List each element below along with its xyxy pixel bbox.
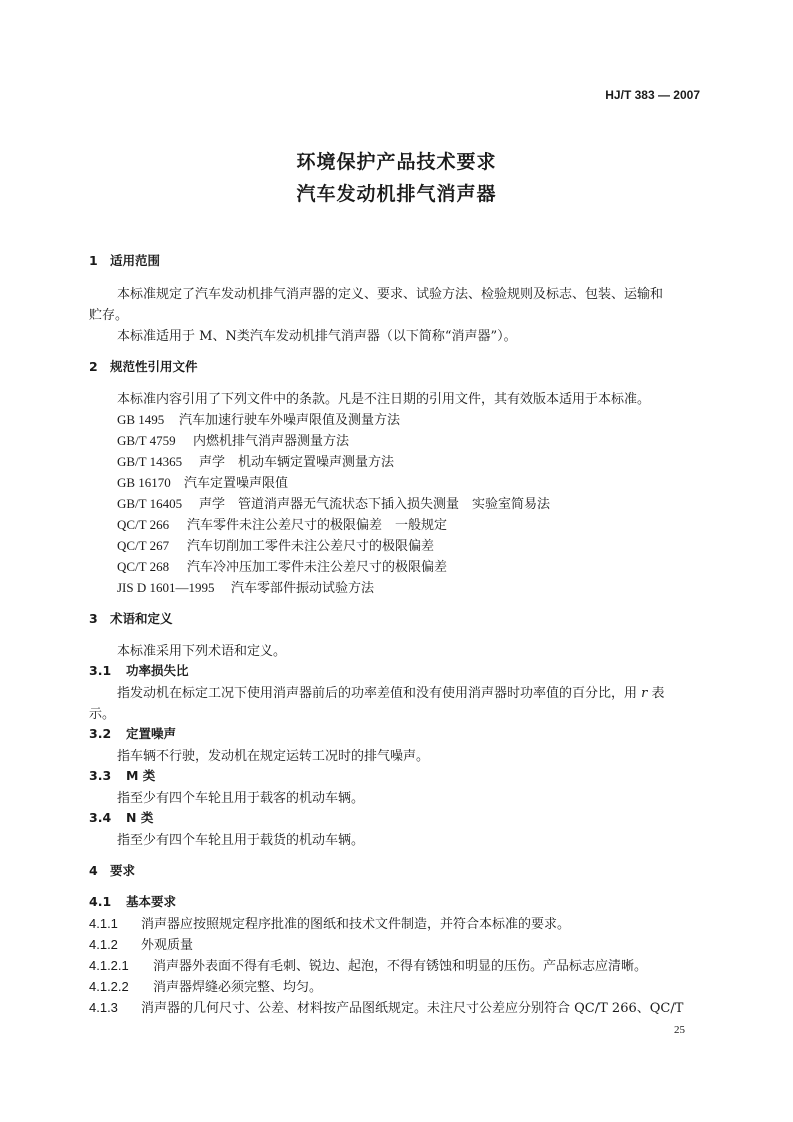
clause-text: 外观质量 [141, 938, 194, 953]
clause-text: 消声器焊缝必须完整、均匀。 [153, 980, 323, 995]
section-heading-4 [89, 861, 135, 879]
term-title: 定置噪声 [126, 726, 177, 741]
section-number: 1 [89, 253, 98, 268]
paragraph-line: 本标准内容引用了下列文件中的条款。凡是不注日期的引用文件，其有效版本适用于本标准。 [117, 392, 651, 407]
clause-number: 4.1.2.1 [89, 958, 129, 973]
term-definition: 指车辆不行驶，发动机在规定运转工况时的排气噪声。 [117, 749, 430, 764]
clause-text: 消声器外表面不得有毛刺、锐边、起泡，不得有锈蚀和明显的压伤。产品标志应清晰。 [153, 959, 648, 974]
section-number: 2 [89, 359, 98, 374]
section-title: 要求 [110, 863, 136, 878]
reference-title: 汽车冷冲压加工零件未注公差尺寸的极限偏差 [187, 560, 448, 575]
reference-code: GB/T 14365 [117, 454, 183, 469]
reference-item [117, 430, 349, 449]
clause-line [89, 955, 647, 974]
reference-item [117, 514, 447, 533]
clause-heading [89, 892, 176, 910]
reference-code: GB 1495 [117, 412, 165, 427]
clause-number: 4.1 [89, 894, 112, 909]
clause-line [89, 976, 322, 995]
reference-item [117, 493, 550, 512]
clause-number: 4.1.1 [89, 916, 118, 931]
term-definition: 指发动机在标定工况下使用消声器前后的功率差值和没有使用消声器时功率值的百分比，用 [117, 686, 638, 701]
page-title-line2: 汽车发动机排气消声器 [296, 183, 497, 205]
reference-title: 汽车加速行驶车外噪声限值及测量方法 [179, 413, 401, 428]
reference-title: 汽车零件未注公差尺寸的极限偏差 一般规定 [187, 518, 448, 533]
clause-line [89, 997, 683, 1016]
term-heading [89, 661, 189, 679]
section-title: 适用范围 [110, 253, 161, 268]
term-title: 功率损失比 [126, 663, 189, 678]
section-number: 3 [89, 611, 98, 626]
section-title: 规范性引用文件 [110, 359, 198, 374]
reference-title: 汽车零部件振动试验方法 [231, 581, 375, 596]
reference-item [117, 451, 394, 470]
paragraph-line: 本标准适用于 M、N类汽车发动机排气消声器（以下简称“消声器”）。 [117, 329, 517, 344]
reference-title: 声学 机动车辆定置噪声测量方法 [199, 455, 395, 470]
term-title: N 类 [126, 810, 154, 825]
term-definition: 指至少有四个车轮且用于载客的机动车辆。 [117, 791, 365, 806]
clause-text: 消声器应按照规定程序批准的图纸和技术文件制造，并符合本标准的要求。 [141, 917, 571, 932]
section-heading-2 [89, 357, 198, 375]
term-number: 3.2 [89, 726, 112, 741]
reference-item [117, 535, 434, 554]
clause-title: 基本要求 [126, 894, 177, 909]
reference-item [117, 556, 447, 575]
paragraph-line: 本标准规定了汽车发动机排气消声器的定义、要求、试验方法、检验规则及标志、包装、运输和 [117, 287, 664, 302]
section-number: 4 [89, 863, 98, 878]
paragraph-line: 贮存。 [89, 308, 129, 323]
reference-title: 汽车定置噪声限值 [184, 476, 289, 491]
term-definition: 指至少有四个车轮且用于载货的机动车辆。 [117, 833, 365, 848]
clause-number: 4.1.2 [89, 937, 118, 952]
reference-title: 内燃机排气消声器测量方法 [193, 434, 350, 449]
paragraph-line: 本标准采用下列术语和定义。 [117, 644, 287, 659]
reference-item [117, 409, 400, 428]
term-title: M 类 [126, 768, 156, 783]
reference-code: JIS D 1601—1995 [117, 580, 215, 595]
clause-number: 4.1.2.2 [89, 979, 129, 994]
reference-item [117, 472, 288, 491]
page-number: 25 [674, 1024, 685, 1036]
term-number: 3.4 [89, 810, 112, 825]
section-heading-1 [89, 251, 160, 269]
term-number: 3.1 [89, 663, 112, 678]
reference-code: QC/T 266 [117, 517, 170, 532]
section-title: 术语和定义 [110, 611, 173, 626]
reference-title: 声学 管道消声器无气流状态下插入损失测量 实验室简易法 [199, 497, 551, 512]
reference-code: GB 16170 [117, 475, 171, 490]
reference-title: 汽车切削加工零件未注公差尺寸的极限偏差 [187, 539, 435, 554]
term-heading [89, 766, 155, 784]
page-title-line1: 环境保护产品技术要求 [296, 151, 497, 173]
reference-item [117, 577, 374, 596]
term-number: 3.3 [89, 768, 112, 783]
reference-code: GB/T 16405 [117, 496, 183, 511]
reference-code: QC/T 268 [117, 559, 170, 574]
term-heading [89, 808, 153, 826]
section-heading-3 [89, 609, 173, 627]
paragraph-line [117, 682, 665, 701]
standard-code-header: HJ/T 383 — 2007 [605, 88, 700, 102]
term-heading [89, 724, 176, 742]
clause-number: 4.1.3 [89, 1000, 118, 1015]
term-definition-end: 表 [651, 686, 665, 701]
clause-line [89, 934, 193, 953]
symbol-r: r [641, 686, 648, 701]
reference-code: GB/T 4759 [117, 433, 176, 448]
clause-text: 消声器的几何尺寸、公差、材料按产品图纸规定。未注尺寸公差应分别符合 QC/T 266、QC/T [141, 1001, 684, 1016]
paragraph-line: 示。 [89, 707, 116, 722]
reference-code: QC/T 267 [117, 538, 170, 553]
clause-line [89, 913, 570, 932]
